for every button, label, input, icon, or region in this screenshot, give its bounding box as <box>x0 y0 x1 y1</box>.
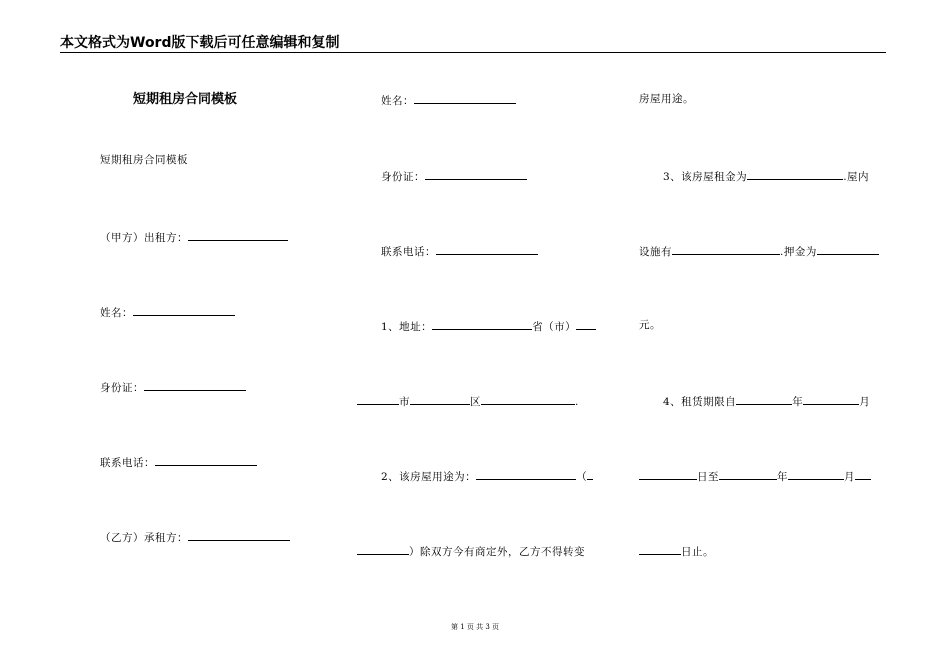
facility-line <box>639 243 879 259</box>
use-restriction: ）除双方今有商定外，乙方不得转变 <box>409 546 585 558</box>
use-label: 2、该房屋用途为： <box>381 471 477 483</box>
term-label: 4、租赁期限自 <box>663 396 737 408</box>
phone-label: 联系电话： <box>100 457 155 469</box>
end-month-blank[interactable] <box>788 468 844 480</box>
day-to-label: 日至 <box>697 471 719 483</box>
id-blank[interactable] <box>425 168 527 180</box>
use-paren-blank[interactable] <box>587 468 593 480</box>
party-a-blank[interactable] <box>188 229 288 241</box>
use-detail-blank[interactable] <box>357 543 409 555</box>
province-blank[interactable] <box>432 318 532 330</box>
end-label: 日止。 <box>681 546 714 558</box>
party-b-phone-line <box>381 243 538 259</box>
use-line-2 <box>357 543 585 559</box>
rent-line <box>663 168 869 184</box>
use-line <box>381 468 593 484</box>
party-b-line <box>100 529 290 545</box>
party-a-phone-line <box>100 454 257 470</box>
name-blank[interactable] <box>133 304 235 316</box>
contract-subtitle: 短期租房合同模板 <box>100 154 188 166</box>
party-a-name-line <box>100 304 235 320</box>
phone-blank[interactable] <box>155 454 257 466</box>
id-blank[interactable] <box>144 379 246 391</box>
month-label: 月 <box>844 471 855 483</box>
name-label: 姓名： <box>381 95 414 107</box>
page-footer: 第 1 页 共 3 页 <box>450 623 500 631</box>
use-open-paren: （ <box>576 471 588 483</box>
name-label: 姓名： <box>100 307 133 319</box>
name-blank[interactable] <box>414 92 516 104</box>
use-blank[interactable] <box>476 468 576 480</box>
id-label: 身份证： <box>381 171 425 183</box>
rent-label: 3、该房屋租金为 <box>663 171 748 183</box>
term-line-2 <box>639 468 871 484</box>
end-day-blank[interactable] <box>639 543 681 555</box>
district-blank[interactable] <box>410 393 470 405</box>
province-label: 省（市） <box>532 321 577 333</box>
use-continuation: 房屋用途。 <box>639 93 694 105</box>
party-b-blank[interactable] <box>188 529 290 541</box>
document-title: 短期租房合同模板 <box>133 92 238 107</box>
street-blank[interactable] <box>481 393 575 405</box>
address-label: 1、地址： <box>381 321 433 333</box>
address-end: . <box>575 396 579 408</box>
phone-blank[interactable] <box>436 243 538 255</box>
party-a-line <box>100 229 288 245</box>
district-label: 区 <box>470 396 481 408</box>
start-month-blank[interactable] <box>803 393 859 405</box>
facility-blank[interactable] <box>672 243 780 255</box>
rent-blank[interactable] <box>747 168 843 180</box>
term-line <box>663 393 870 409</box>
address-line-2 <box>357 393 579 409</box>
party-a-label: （甲方）出租方： <box>100 232 188 244</box>
deposit-label: .押金为 <box>780 246 817 258</box>
province-tail-blank[interactable] <box>576 318 596 330</box>
term-end-line <box>639 543 714 559</box>
start-year-blank[interactable] <box>736 393 792 405</box>
year-label: 年 <box>792 396 804 408</box>
city-blank[interactable] <box>357 393 399 405</box>
month-label: 月 <box>859 396 871 408</box>
party-b-id-line <box>381 168 527 184</box>
phone-label: 联系电话： <box>381 246 436 258</box>
deposit-unit: 元。 <box>639 319 661 331</box>
rent-tail: .屋内 <box>843 171 870 183</box>
header-divider <box>60 52 886 53</box>
facility-label: 设施有 <box>639 246 672 258</box>
party-b-label: （乙方）承租方： <box>100 532 188 544</box>
deposit-blank[interactable] <box>817 243 879 255</box>
id-label: 身份证： <box>100 382 144 394</box>
document-header: 本文格式为Word版下载后可任意编辑和复制 <box>60 35 340 51</box>
party-a-id-line <box>100 379 246 395</box>
year-label: 年 <box>777 471 788 483</box>
address-line <box>381 318 596 334</box>
end-month-tail-blank[interactable] <box>855 468 871 480</box>
start-day-blank[interactable] <box>639 468 697 480</box>
party-b-name-line <box>381 92 516 108</box>
city-label: 市 <box>399 396 410 408</box>
end-year-blank[interactable] <box>719 468 777 480</box>
